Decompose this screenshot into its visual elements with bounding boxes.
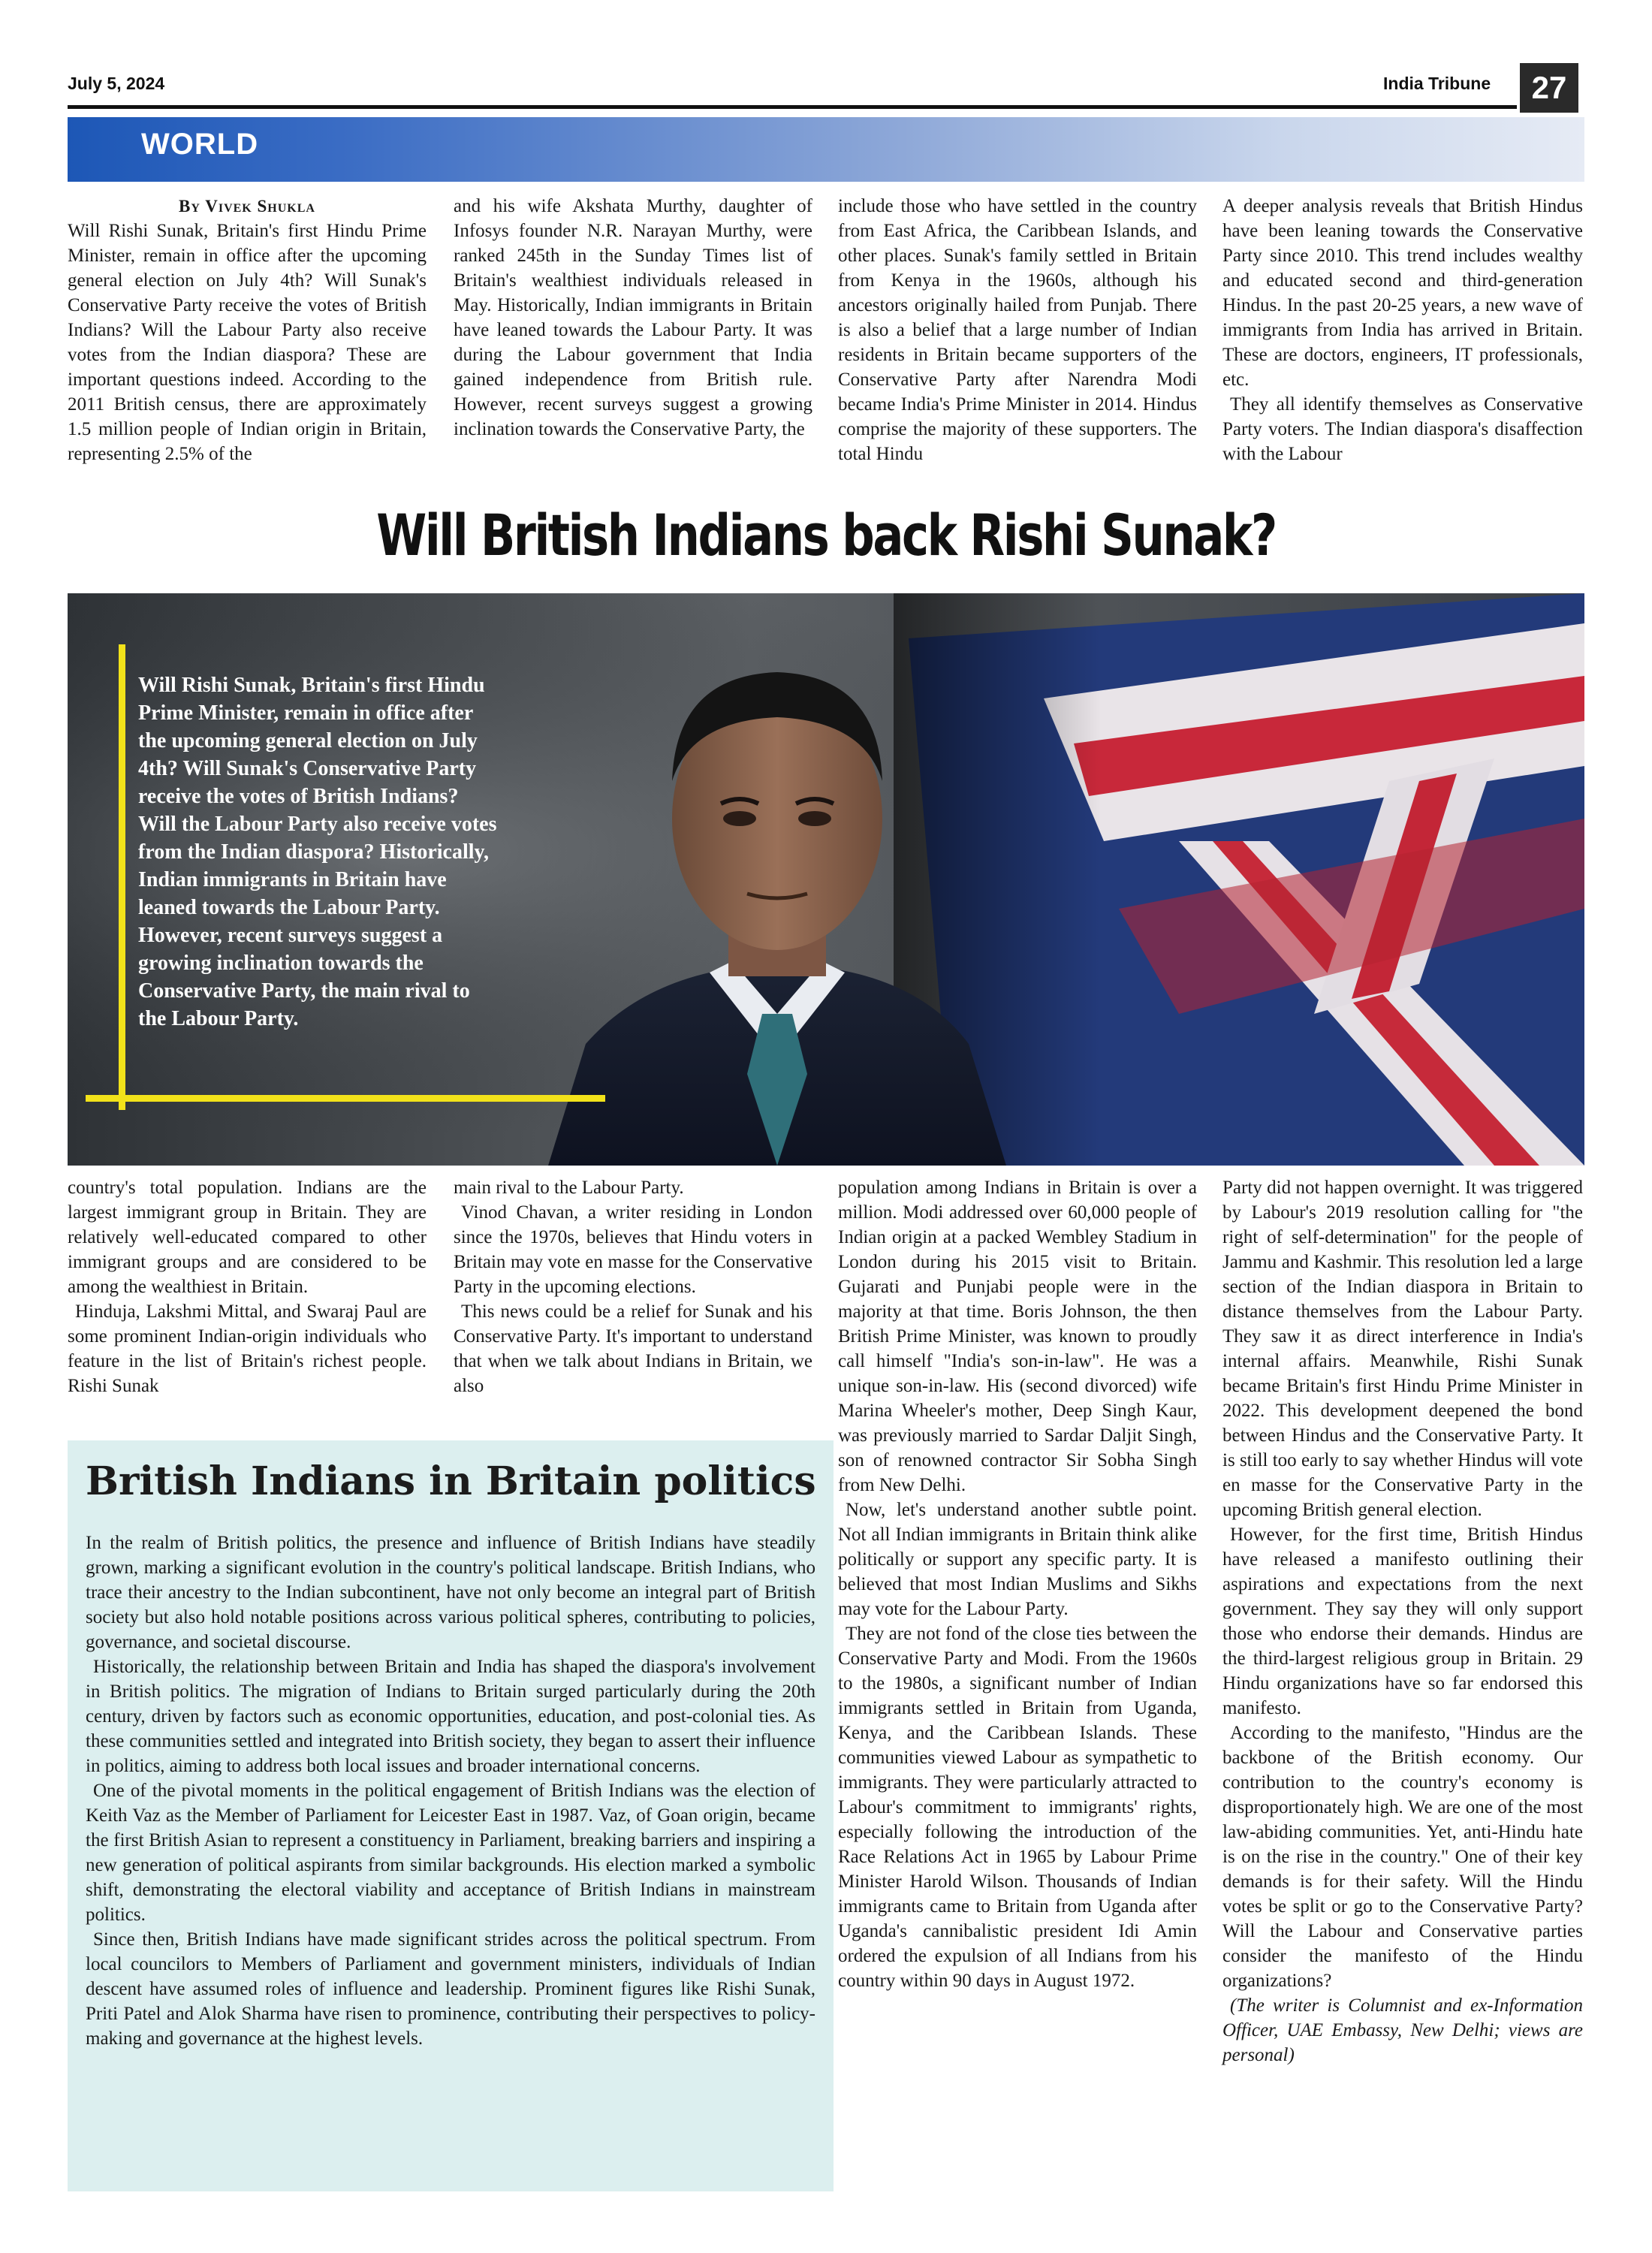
sidebar-paragraph: Historically, the relationship between Britain and India has shaped the diaspora's involvement in British politics. The migration of Indians to Britain surged particularly during the 20th century, driven by factors such as economic opportunities, education, and post-colonial ties. As these communities settled and integrated into British society, they began to assert their influence in politics, aiming to address both local issues and broader international concerns.: [86, 1657, 815, 1776]
accent-bar-vertical: [119, 644, 125, 1110]
feature-photo: [68, 593, 1584, 1166]
paragraph: They all identify themselves as Conservative Party voters. The Indian diaspora's disaffection with the Labour: [1222, 394, 1583, 464]
byline: By Vivek Shukla: [179, 197, 315, 216]
paragraph: They are not fond of the close ties between the Conservative Party and Modi. From the 1960s to the 1980s, a significant number of Indian immigrants settled in Britain from Uganda, Kenya, and the Caribbean Islands. These communities viewed Labour as sympathetic to immigrants. They were particularly attracted to Labour's commitment to immigrants' rights, especially following the introduction of the Race Relations Act in 1965 by Labour Prime Minister Harold Wilson. Thousands of Indian immigrants came to Britain from Uganda after Uganda's cannibalistic president Idi Amin ordered the expulsion of all Indians from his country within 90 days in August 1972.: [838, 1624, 1197, 1991]
section-banner: [68, 117, 1584, 182]
headline: Will British Indians back Rishi Sunak?: [376, 502, 1276, 569]
issue-date: July 5, 2024: [68, 74, 165, 93]
flag-graphic: [894, 593, 1584, 1166]
sidebar-body: [86, 1531, 815, 2051]
paragraph: Vinod Chavan, a writer residing in London since the 1970s, believes that Hindu voters in Britain may vote en masse for the Conservative Party in the upcoming elections.: [454, 1202, 812, 1297]
header-rule: [68, 105, 1517, 109]
sidebar-title: British Indians in Britain politics: [86, 1458, 816, 1504]
paragraph: Will Rishi Sunak, Britain's first Hindu Prime Minister, remain in office after the upcoming general election on July 4th? Will Sunak's Conservative Party receive the votes of British Indians? Will the Labour Party also receive votes from the Indian diaspora? These are important questions indeed. According to the 2011 British census, there are approximately 1.5 million people of Indian origin in Britain, representing 2.5% of the: [68, 221, 427, 464]
paragraph: Party did not happen overnight. It was triggered by Labour's 2019 resolution calling for "the right of self-determination" for the people of Jammu and Kashmir. This resolution led a large section of the Indian diaspora in Britain to distance themselves from the Labour Party. They saw it as direct interference in India's internal affairs. Meanwhile, Rishi Sunak became Britain's first Hindu Prime Minister in 2022. This development deepened the bond between Hindus and the Conservative Party. It is still too early to say whether Hindus will vote en masse for the Conservative Party in the upcoming British general election.: [1222, 1178, 1583, 1520]
paragraph: include those who have settled in the country from East Africa, the Caribbean Islands, and other places. Sunak's family settled in Britain from Kenya in the 1960s, although his ancestors originally hailed from Punjab. There is also a belief that a large number of Indian residents in Britain became supporters of the Conservative Party after Narendra Modi became India's Prime Minister in 2014. Hindus comprise the majority of these supporters. The total Hindu: [838, 196, 1197, 464]
article-column-1: [68, 194, 427, 466]
accent-bar-horizontal: [86, 1095, 605, 1102]
paragraph: A deeper analysis reveals that British Hindus have been leaning towards the Conservative Party since 2010. This trend includes wealthy and educated second and third-generation Hindus. In the past 20-25 years, a new wave of immigrants from India has arrived in Britain. These are doctors, engineers, IT professionals, etc.: [1222, 196, 1583, 390]
page-number: 27: [1520, 63, 1578, 113]
pull-quote: Will Rishi Sunak, Britain's first Hindu Prime Minister, remain in office after the upcoming general election on July 4th? Will Sunak's Conservative Party receive the votes of British Indians? Will the Labour Party also receive votes from the Indian diaspora? Historically, Indian immigrants in Britain have leaned towards the Labour Party. However, recent surveys suggest a growing inclination towards the Conservative Party, the main rival to the Labour Party.: [138, 674, 497, 1030]
paragraph: This news could be a relief for Sunak and his Conservative Party. It's important to understand that when we talk about Indians in Britain, we also: [454, 1301, 812, 1396]
sidebar-paragraph: In the realm of British politics, the presence and influence of British Indians have steadily grown, marking a significant evolution in the country's political landscape. British Indians, who trace their ancestry to the Indian subcontinent, have not only become an integral part of British society but also hold notable positions across various political spheres, contributing to policies, governance, and societal discourse.: [86, 1533, 815, 1652]
paragraph: population among Indians in Britain is over a million. Modi addressed over 60,000 people of Indian origin at a packed Wembley Stadium in London during his 2015 visit to Britain. Gujarati and Punjabi people were in the majority at that time. Boris Johnson, the then British Prime Minister, was known to proudly call himself "India's son-in-law". He was a unique son-in-law. His (second divorced) wife Marina Wheeler's mother, Deep Singh Kaur, was previously married to Sardar Daljit Singh, son of renowned contractor Sir Sobha Singh from New Delhi.: [838, 1178, 1197, 1495]
section-label: WORLD: [141, 128, 259, 161]
sidebar-box: [68, 1440, 834, 2191]
paragraph: Now, let's understand another subtle point. Not all Indian immigrants in Britain think alike politically or support any specific party. It is believed that most Indian Muslims and Sikhs may vote for the Labour Party.: [838, 1500, 1197, 1619]
publication-name: India Tribune: [1383, 74, 1491, 93]
article-column-8: [1222, 1175, 1583, 2068]
sidebar-paragraph: One of the pivotal moments in the political engagement of British Indians was the election of Keith Vaz as the Member of Parliament for Leicester East in 1987. Vaz, of Goan origin, became the first British Asian to represent a constituency in Parliament, breaking barriers and inspiring a new generation of political aspirants from similar backgrounds. His election marked a symbolic shift, demonstrating the electoral viability and acceptance of British Indians in mainstream politics.: [86, 1781, 815, 1925]
sidebar-paragraph: Since then, British Indians have made significant strides across the political spectrum. From local councilors to Members of Parliament and government ministers, individuals of Indian descent have assumed roles of influence and leadership. Prominent figures like Rishi Sunak, Priti Patel and Alok Sharma have risen to prominence, contributing their perspectives to policy-making and governance at the highest levels.: [86, 1929, 815, 2049]
paragraph: Hinduja, Lakshmi Mittal, and Swaraj Paul are some prominent Indian-origin individuals who feature in the list of Britain's richest people. Rishi Sunak: [68, 1301, 427, 1396]
paragraph: However, for the first time, British Hindus have released a manifesto outlining their aspirations and expectations from the next government. They say they will only support those who endorse their demands. Hindus are the third-largest religious group in Britain. 29 Hindu organizations have so far endorsed this manifesto.: [1222, 1525, 1583, 1718]
paragraph: According to the manifesto, "Hindus are the backbone of the British economy. Our contribution to the country's economy is disproportionately high. We are one of the most law-abiding communities. Yet, anti-Hindu hate is on the rise in the country." One of their key demands is for their safety. Will the Hindu votes be split or go to the Conservative Party? Will the Labour and Conservative parties consider the manifesto of the Hindu organizations?: [1222, 1723, 1583, 1991]
article-column-2: [454, 194, 812, 442]
article-column-6: [454, 1175, 812, 1398]
author-note: (The writer is Columnist and ex-Information Officer, UAE Embassy, New Delhi; views are personal): [1222, 1995, 1583, 2065]
article-column-3: [838, 194, 1197, 466]
article-column-7: [838, 1175, 1197, 1993]
paragraph: main rival to the Labour Party.: [454, 1178, 684, 1198]
article-column-5: [68, 1175, 427, 1398]
paragraph: and his wife Akshata Murthy, daughter of Infosys founder N.R. Narayan Murthy, were ranked 245th in the Sunday Times list of Britain's wealthiest individuals released in May. Historically, Indian immigrants in Britain have leaned towards the Labour Party. It was during the Labour government that India gained independence from British rule. However, recent surveys suggest a growing inclination towards the Conservative Party, the: [454, 196, 812, 439]
article-column-4: [1222, 194, 1583, 466]
paragraph: country's total population. Indians are the largest immigrant group in Britain. They are relatively well-educated compared to other immigrant groups and are considered to be among the wealthiest in Britain.: [68, 1178, 427, 1297]
